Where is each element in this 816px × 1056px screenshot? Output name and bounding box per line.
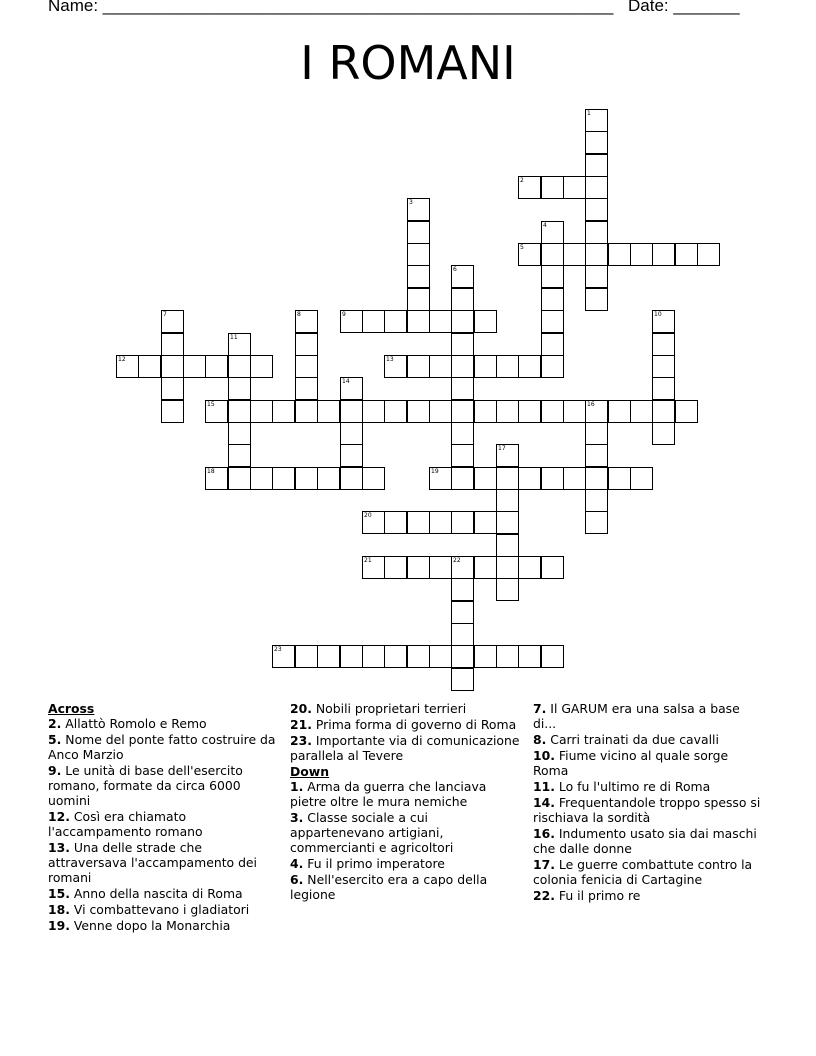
clue-number: 16. [533, 826, 555, 841]
grid-cell[interactable] [384, 645, 407, 668]
clue-number: 10. [533, 748, 555, 763]
grid-cell[interactable] [585, 131, 608, 154]
grid-cell[interactable] [585, 176, 608, 199]
clue-item [48, 809, 280, 839]
grid-cell[interactable] [250, 467, 273, 490]
grid-cell[interactable] [362, 556, 385, 579]
clue-item [48, 886, 280, 901]
page-title: I ROMANI [300, 36, 516, 90]
grid-cell[interactable] [652, 243, 675, 266]
clue-item [290, 701, 522, 716]
grid-cell[interactable] [161, 377, 184, 400]
grid-cell[interactable] [340, 645, 363, 668]
grid-cell[interactable] [474, 511, 497, 534]
grid-cell[interactable] [652, 355, 675, 378]
grid-cell[interactable] [608, 467, 631, 490]
grid-cell[interactable] [630, 243, 653, 266]
grid-cell[interactable] [496, 400, 519, 423]
cell-number: 12 [118, 356, 126, 363]
clue-text: Fu il primo re [558, 888, 641, 903]
grid-cell[interactable] [407, 400, 430, 423]
grid-cell[interactable] [496, 355, 519, 378]
grid-cell[interactable] [451, 422, 474, 445]
clues-column-3 [533, 701, 765, 904]
grid-cell[interactable] [384, 355, 407, 378]
grid-cell[interactable] [295, 400, 318, 423]
grid-cell[interactable] [652, 377, 675, 400]
cell-number: 23 [274, 646, 282, 653]
clue-text: Importante via di comunicazione parallela al Tevere [290, 733, 520, 763]
grid-cell[interactable] [272, 400, 295, 423]
grid-cell[interactable] [116, 355, 139, 378]
clue-number: 2. [48, 716, 62, 731]
clue-text: Il GARUM era una salsa a base di... [533, 701, 740, 731]
grid-cell[interactable] [675, 400, 698, 423]
grid-cell[interactable] [451, 645, 474, 668]
clue-item [533, 701, 765, 731]
clue-item [48, 732, 280, 762]
grid-cell[interactable] [585, 422, 608, 445]
cell-number: 16 [587, 401, 595, 408]
grid-cell[interactable] [563, 400, 586, 423]
grid-cell[interactable] [585, 265, 608, 288]
cell-number: 15 [207, 401, 215, 408]
clue-number: 22. [533, 888, 555, 903]
grid-cell[interactable] [205, 355, 228, 378]
clue-item [533, 857, 765, 887]
grid-cell[interactable] [295, 377, 318, 400]
clues-column-1 [48, 701, 280, 934]
clues-column-2 [290, 701, 522, 903]
grid-cell[interactable] [541, 645, 564, 668]
clue-number: 6. [290, 872, 304, 887]
cell-number: 11 [230, 334, 238, 341]
clue-number: 4. [290, 856, 304, 871]
grid-cell[interactable] [451, 601, 474, 624]
clue-item [533, 732, 765, 747]
grid-cell[interactable] [228, 377, 251, 400]
clue-number: 3. [290, 810, 304, 825]
grid-cell[interactable] [384, 310, 407, 333]
clue-number: 17. [533, 857, 555, 872]
clue-item [290, 733, 522, 763]
clue-number: 21. [290, 717, 312, 732]
grid-cell[interactable] [295, 333, 318, 356]
grid-cell[interactable] [429, 467, 452, 490]
clue-text: Indumento usato sia dai maschi che dalle donne [533, 826, 757, 856]
grid-cell[interactable] [407, 288, 430, 311]
grid-cell[interactable] [384, 400, 407, 423]
grid-cell[interactable] [585, 489, 608, 512]
grid-cell[interactable] [541, 333, 564, 356]
cell-number: 4 [543, 222, 547, 229]
clue-text: Fiume vicino al quale sorge Roma [533, 748, 729, 778]
clue-item [48, 840, 280, 885]
grid-cell[interactable] [541, 243, 564, 266]
clue-text: Prima forma di governo di Roma [315, 717, 517, 732]
clue-text: Così era chiamato l'accampamento romano [48, 809, 203, 839]
grid-cell[interactable] [250, 355, 273, 378]
cell-number: 22 [453, 557, 461, 564]
grid-cell[interactable] [340, 444, 363, 467]
grid-cell[interactable] [518, 355, 541, 378]
clue-number: 18. [48, 902, 70, 917]
grid-cell[interactable] [138, 355, 161, 378]
grid-cell[interactable] [317, 645, 340, 668]
clue-item [290, 717, 522, 732]
clue-item [533, 795, 765, 825]
grid-cell[interactable] [474, 556, 497, 579]
grid-cell[interactable] [429, 400, 452, 423]
clue-text: Nobili proprietari terrieri [315, 701, 467, 716]
grid-cell[interactable] [474, 400, 497, 423]
grid-cell[interactable] [697, 243, 720, 266]
grid-cell[interactable] [496, 534, 519, 557]
clue-number: 5. [48, 732, 62, 747]
clue-item [48, 763, 280, 808]
grid-cell[interactable] [496, 444, 519, 467]
clue-number: 13. [48, 840, 70, 855]
cell-number: 1 [587, 110, 591, 117]
clue-number: 1. [290, 779, 304, 794]
grid-cell[interactable] [585, 400, 608, 423]
cell-number: 14 [342, 378, 350, 385]
clue-text: Allattò Romolo e Remo [65, 716, 207, 731]
grid-cell[interactable] [652, 310, 675, 333]
clue-item [290, 872, 522, 902]
clue-item [290, 856, 522, 871]
clue-item [290, 810, 522, 855]
grid-cell[interactable] [228, 400, 251, 423]
grid-cell[interactable] [451, 333, 474, 356]
grid-cell[interactable] [295, 355, 318, 378]
grid-cell[interactable] [652, 400, 675, 423]
grid-cell[interactable] [585, 109, 608, 132]
grid-cell[interactable] [250, 400, 273, 423]
grid-cell[interactable] [228, 422, 251, 445]
grid-cell[interactable] [451, 578, 474, 601]
grid-cell[interactable] [161, 310, 184, 333]
grid-cell[interactable] [541, 310, 564, 333]
grid-cell[interactable] [518, 400, 541, 423]
grid-cell[interactable] [317, 467, 340, 490]
grid-cell[interactable] [340, 422, 363, 445]
grid-cell[interactable] [205, 467, 228, 490]
grid-cell[interactable] [228, 333, 251, 356]
grid-cell[interactable] [496, 645, 519, 668]
name-field-label: Name: ______________________________________________________ [48, 0, 614, 15]
clue-text: Una delle strade che attraversava l'accampamento dei romani [48, 840, 258, 885]
clue-number: 11. [533, 779, 555, 794]
grid-cell[interactable] [585, 288, 608, 311]
grid-cell[interactable] [384, 511, 407, 534]
cell-number: 19 [431, 468, 439, 475]
grid-cell[interactable] [161, 333, 184, 356]
grid-cell[interactable] [541, 355, 564, 378]
grid-cell[interactable] [630, 467, 653, 490]
clue-number: 8. [533, 732, 547, 747]
grid-cell[interactable] [340, 400, 363, 423]
clue-item [48, 902, 280, 917]
clue-text: Carri trainati da due cavalli [550, 732, 719, 747]
grid-cell[interactable] [585, 154, 608, 177]
clue-number: 23. [290, 733, 312, 748]
grid-cell[interactable] [272, 467, 295, 490]
grid-cell[interactable] [652, 333, 675, 356]
cell-number: 8 [297, 311, 301, 318]
clue-text: Nell'esercito era a capo della legione [290, 872, 488, 902]
grid-cell[interactable] [474, 467, 497, 490]
grid-cell[interactable] [362, 310, 385, 333]
grid-cell[interactable] [608, 243, 631, 266]
cell-number: 17 [498, 445, 506, 452]
grid-cell[interactable] [541, 467, 564, 490]
grid-cell[interactable] [585, 221, 608, 244]
grid-cell[interactable] [563, 243, 586, 266]
clue-number: 20. [290, 701, 312, 716]
grid-cell[interactable] [496, 511, 519, 534]
grid-cell[interactable] [451, 668, 474, 691]
grid-cell[interactable] [630, 400, 653, 423]
clue-item [533, 779, 765, 794]
grid-cell[interactable] [652, 422, 675, 445]
grid-cell[interactable] [518, 243, 541, 266]
across-heading: Across [48, 701, 95, 716]
cell-number: 6 [453, 266, 457, 273]
clue-number: 9. [48, 763, 62, 778]
clue-item [533, 888, 765, 903]
clue-text: Venne dopo la Monarchia [73, 918, 231, 933]
grid-cell[interactable] [541, 556, 564, 579]
grid-cell[interactable] [451, 288, 474, 311]
grid-cell[interactable] [429, 310, 452, 333]
grid-cell[interactable] [407, 310, 430, 333]
grid-cell[interactable] [340, 377, 363, 400]
cell-number: 9 [342, 311, 346, 318]
clue-item [533, 826, 765, 856]
grid-cell[interactable] [585, 511, 608, 534]
grid-cell[interactable] [295, 645, 318, 668]
grid-cell[interactable] [518, 645, 541, 668]
cell-number: 7 [163, 311, 167, 318]
grid-cell[interactable] [272, 645, 295, 668]
clue-text: Anno della nascita di Roma [73, 886, 243, 901]
grid-cell[interactable] [161, 355, 184, 378]
cell-number: 21 [364, 557, 372, 564]
grid-cell[interactable] [585, 198, 608, 221]
clue-text: Vi combattevano i gladiatori [73, 902, 250, 917]
clue-number: 7. [533, 701, 547, 716]
grid-cell[interactable] [429, 355, 452, 378]
grid-cell[interactable] [518, 467, 541, 490]
grid-cell[interactable] [384, 556, 407, 579]
grid-cell[interactable] [362, 645, 385, 668]
grid-cell[interactable] [608, 400, 631, 423]
grid-cell[interactable] [183, 355, 206, 378]
grid-cell[interactable] [317, 400, 340, 423]
grid-cell[interactable] [451, 377, 474, 400]
grid-cell[interactable] [451, 444, 474, 467]
grid-cell[interactable] [407, 645, 430, 668]
grid-cell[interactable] [474, 645, 497, 668]
clue-text: Frequentandole troppo spesso si rischiava la sordità [533, 795, 761, 825]
grid-cell[interactable] [407, 221, 430, 244]
grid-cell[interactable] [585, 243, 608, 266]
grid-cell[interactable] [585, 444, 608, 467]
grid-cell[interactable] [541, 400, 564, 423]
grid-cell[interactable] [295, 467, 318, 490]
grid-cell[interactable] [451, 310, 474, 333]
grid-cell[interactable] [340, 310, 363, 333]
grid-cell[interactable] [161, 400, 184, 423]
grid-cell[interactable] [496, 556, 519, 579]
cell-number: 13 [386, 356, 394, 363]
grid-cell[interactable] [451, 623, 474, 646]
grid-cell[interactable] [451, 355, 474, 378]
clue-text: Nome del ponte fatto costruire da Anco Marzio [48, 732, 276, 762]
grid-cell[interactable] [429, 645, 452, 668]
grid-cell[interactable] [563, 467, 586, 490]
grid-cell[interactable] [518, 556, 541, 579]
grid-cell[interactable] [451, 400, 474, 423]
grid-cell[interactable] [451, 511, 474, 534]
clue-item [533, 748, 765, 778]
grid-cell[interactable] [228, 355, 251, 378]
grid-cell[interactable] [585, 467, 608, 490]
grid-cell[interactable] [429, 511, 452, 534]
cell-number: 5 [520, 244, 524, 251]
grid-cell[interactable] [541, 288, 564, 311]
grid-cell[interactable] [541, 221, 564, 244]
down-heading: Down [290, 764, 330, 779]
grid-cell[interactable] [474, 310, 497, 333]
grid-cell[interactable] [429, 556, 452, 579]
cell-number: 3 [409, 199, 413, 206]
grid-cell[interactable] [407, 243, 430, 266]
grid-cell[interactable] [407, 511, 430, 534]
clue-text: Le unità di base dell'esercito romano, formate da circa 6000 uomini [48, 763, 243, 808]
grid-cell[interactable] [496, 489, 519, 512]
grid-cell[interactable] [541, 176, 564, 199]
cell-number: 2 [520, 177, 524, 184]
grid-cell[interactable] [474, 355, 497, 378]
date-field-label: Date: _______ [628, 0, 740, 15]
clue-text: Le guerre combattute contro la colonia fenicia di Cartagine [533, 857, 753, 887]
grid-cell[interactable] [407, 265, 430, 288]
cell-number: 10 [654, 311, 662, 318]
grid-cell[interactable] [451, 265, 474, 288]
clue-item [290, 779, 522, 809]
clue-item [48, 716, 280, 731]
clue-text: Lo fu l'ultimo re di Roma [558, 779, 711, 794]
clue-text: Classe sociale a cui appartenevano artigiani, commercianti e agricoltori [290, 810, 454, 855]
clue-text: Arma da guerra che lanciava pietre oltre le mura nemiche [290, 779, 487, 809]
clue-number: 19. [48, 918, 70, 933]
clue-item [48, 918, 280, 933]
clue-number: 15. [48, 886, 70, 901]
grid-cell[interactable] [362, 467, 385, 490]
grid-cell[interactable] [496, 467, 519, 490]
grid-cell[interactable] [228, 444, 251, 467]
grid-cell[interactable] [451, 467, 474, 490]
grid-cell[interactable] [407, 355, 430, 378]
grid-cell[interactable] [362, 511, 385, 534]
clue-number: 14. [533, 795, 555, 810]
cell-number: 18 [207, 468, 215, 475]
grid-cell[interactable] [518, 176, 541, 199]
grid-cell[interactable] [563, 176, 586, 199]
grid-cell[interactable] [451, 556, 474, 579]
grid-cell[interactable] [541, 265, 564, 288]
clue-number: 12. [48, 809, 70, 824]
grid-cell[interactable] [496, 578, 519, 601]
grid-cell[interactable] [340, 467, 363, 490]
grid-cell[interactable] [675, 243, 698, 266]
grid-cell[interactable] [407, 198, 430, 221]
grid-cell[interactable] [362, 400, 385, 423]
grid-cell[interactable] [228, 467, 251, 490]
grid-cell[interactable] [407, 556, 430, 579]
clue-text: Fu il primo imperatore [307, 856, 445, 871]
cell-number: 20 [364, 512, 372, 519]
grid-cell[interactable] [205, 400, 228, 423]
grid-cell[interactable] [295, 310, 318, 333]
